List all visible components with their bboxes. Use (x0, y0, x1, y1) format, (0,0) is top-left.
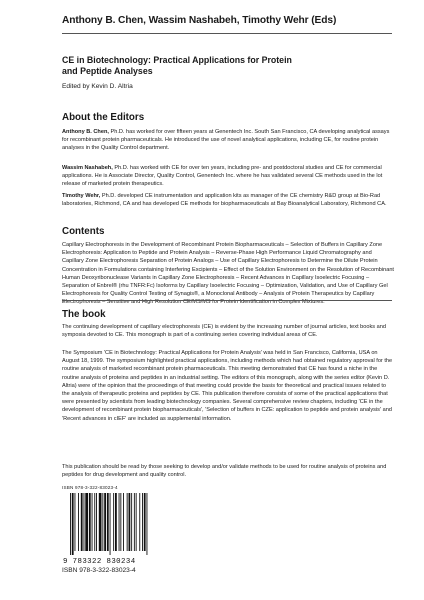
barcode-bar (142, 493, 143, 551)
barcode-bar (139, 493, 140, 551)
book-paragraph: The Symposium 'CE in Biotechnology: Practical Applications for Protein Analysis' was held in San Francisco, California, USA on August 18, 1999. The symposium highlighted practical applications, including methods which had obtained regulatory approval for the routine analysis of marketed recombinant protein pharmaceuticals. This meeting demonstrated that CE has found a niche in the routine analysis of proteins and peptides in an industrial setting. The editors of this monograph, along with the series editor (Kevin D. Altria) were of the opinion that the proceedings of that meeting could provide the basis for theoretical and practical issues related to the analysis of therapeutic proteins and peptides by CE. This publication therefore consists of some of the practical applications that were presented by scientists from leading biotechnology companies. Several comprehensive review chapters, including 'CE in the development of recombinant protein biopharmaceuticals', 'Selection of buffers in CZE: application to peptide and protein analysis' and 'Recent advances in cIEF' are included as supplemental information. (62, 350, 393, 422)
barcode-bar (70, 493, 71, 555)
barcode-bar (102, 493, 103, 551)
book-title (62, 55, 382, 77)
barcode-bar (85, 493, 88, 551)
about-editors-heading: About the Editors (62, 112, 145, 123)
barcode-bar (119, 493, 120, 551)
barcode-bar (78, 493, 79, 551)
editor-text: Ph.D. developed CE instrumentation and application kits as manager of the CE chemistry R&D group at Bio-Rad laboratories, Richmond, CA and has developed CE methods for biopharmaceuticals at Bay Bioanalytical Laboratory, Richmond CA. (62, 193, 387, 208)
barcode-bar (92, 493, 93, 551)
barcode-bar (81, 493, 83, 551)
editor-text: Ph.D. has worked for over fifteen years at Genentech Inc. South San Francisco, CA developing analytical assays for recombinant protein pharmaceuticals. He introduced the use of novel analytical applications, including CE, for routine protein analyses in the Quality Control department. (62, 129, 390, 152)
book-paragraph: The continuing development of capillary electrophoresis (CE) is evident by the increasing number of journal articles, text books and symposia devoted to CE. This monograph is part of a continuing series covering individual areas of CE. (62, 324, 386, 339)
barcode-bar (94, 493, 95, 551)
contents-text: Capillary Electrophoresis in the Development of Recombinant Protein Biopharmaceuticals – Selection of Buffers in Capillary Zone Electrophoresis: Application to Peptide and Protein Analysis – Reverse-Phase High Performance Liquid Chromatography and Capillary Zone Electrophoresis Separation of Protein Analogs – Use of Capillary Electrophoresis to Determine the Dilute Protein Concentration in Formulations containing Interfering Excipients – Effect of the Solution Environment on the Resolution of Recombinant Human Deoxyribonuclease Variants in Capillary Zone Electrophoresis – Recent Advances in Capillary Isoelectric Focusing – Separation of Enbrel® (rhu TNFR:Fc) Isoforms by Capillary Isoelectric Focusing – Optimization, Validation, and Use of Capillary Gel Electrophoresis for Quality Control Testing of Synagis®, a Monoclonal Antibody – Analysis of Protein Therapeutics by Capillary Electrophoresis – Sensitive and High Resolution CE/MS/MS for Protein Identification in Complex Mixtures. (62, 242, 394, 306)
divider-book (62, 300, 392, 301)
barcode-bar (75, 493, 76, 551)
isbn: ISBN 978-3-322-83023-4 (62, 567, 136, 574)
barcode-digits: 9 783322 830234 (63, 558, 136, 565)
barcode-bar (89, 493, 91, 551)
editor-bio (62, 128, 394, 153)
contents-heading: Contents (62, 226, 105, 237)
the-book-heading: The book (62, 309, 106, 320)
editor-bio (62, 164, 394, 189)
barcode-bar (129, 493, 131, 551)
editor-text: Ph.D. has worked with CE for over ten years, including pre- and postdoctoral studies and CE for commercial applications. He is Associate Director, Quality Control, Genentech Inc. where he has validated several CE methods used in the lot release of marketed protein therapeutics. (62, 165, 383, 188)
barcode-bar (113, 493, 114, 551)
barcode-bar (120, 493, 121, 551)
barcode-bar (96, 493, 97, 551)
barcode-bar (110, 493, 111, 555)
barcode (62, 491, 174, 565)
book-paragraph: This publication should be read by those seeking to develop and/or validate methods to be used for routine analysis of proteins and peptides for drug development and quality control. (62, 464, 387, 479)
barcode-bar (134, 493, 135, 551)
barcode-bar (136, 493, 137, 551)
book-title-line2: and Peptide Analyses (62, 66, 153, 76)
book-title-line1: CE in Biotechnology: Practical Applications for Protein (62, 55, 292, 65)
barcode-bar (127, 493, 128, 551)
edited-by: Edited by Kevin D. Altria (62, 83, 133, 90)
authors: Anthony B. Chen, Wassim Nashabeh, Timothy Wehr (Eds) (62, 15, 337, 26)
editor-name: Wassim Nashabeh, (62, 165, 113, 171)
barcode-bar (123, 493, 124, 551)
barcode-bar (72, 493, 74, 555)
divider-top (62, 33, 392, 34)
barcode-bar (144, 493, 146, 551)
barcode-bars (70, 493, 147, 555)
editor-name: Anthony B. Chen, (62, 129, 109, 135)
barcode-bar (115, 493, 117, 551)
editor-name: Timothy Wehr, (62, 193, 101, 199)
isbn-small: ISBN 978-3-322-83023-4 (62, 485, 118, 490)
barcode-bar (99, 493, 102, 551)
barcode-bar (131, 493, 132, 551)
barcode-bar (147, 493, 148, 555)
editor-bio (62, 192, 394, 208)
barcode-bar (84, 493, 85, 551)
barcode-bar (107, 493, 109, 551)
barcode-bar (104, 493, 106, 551)
